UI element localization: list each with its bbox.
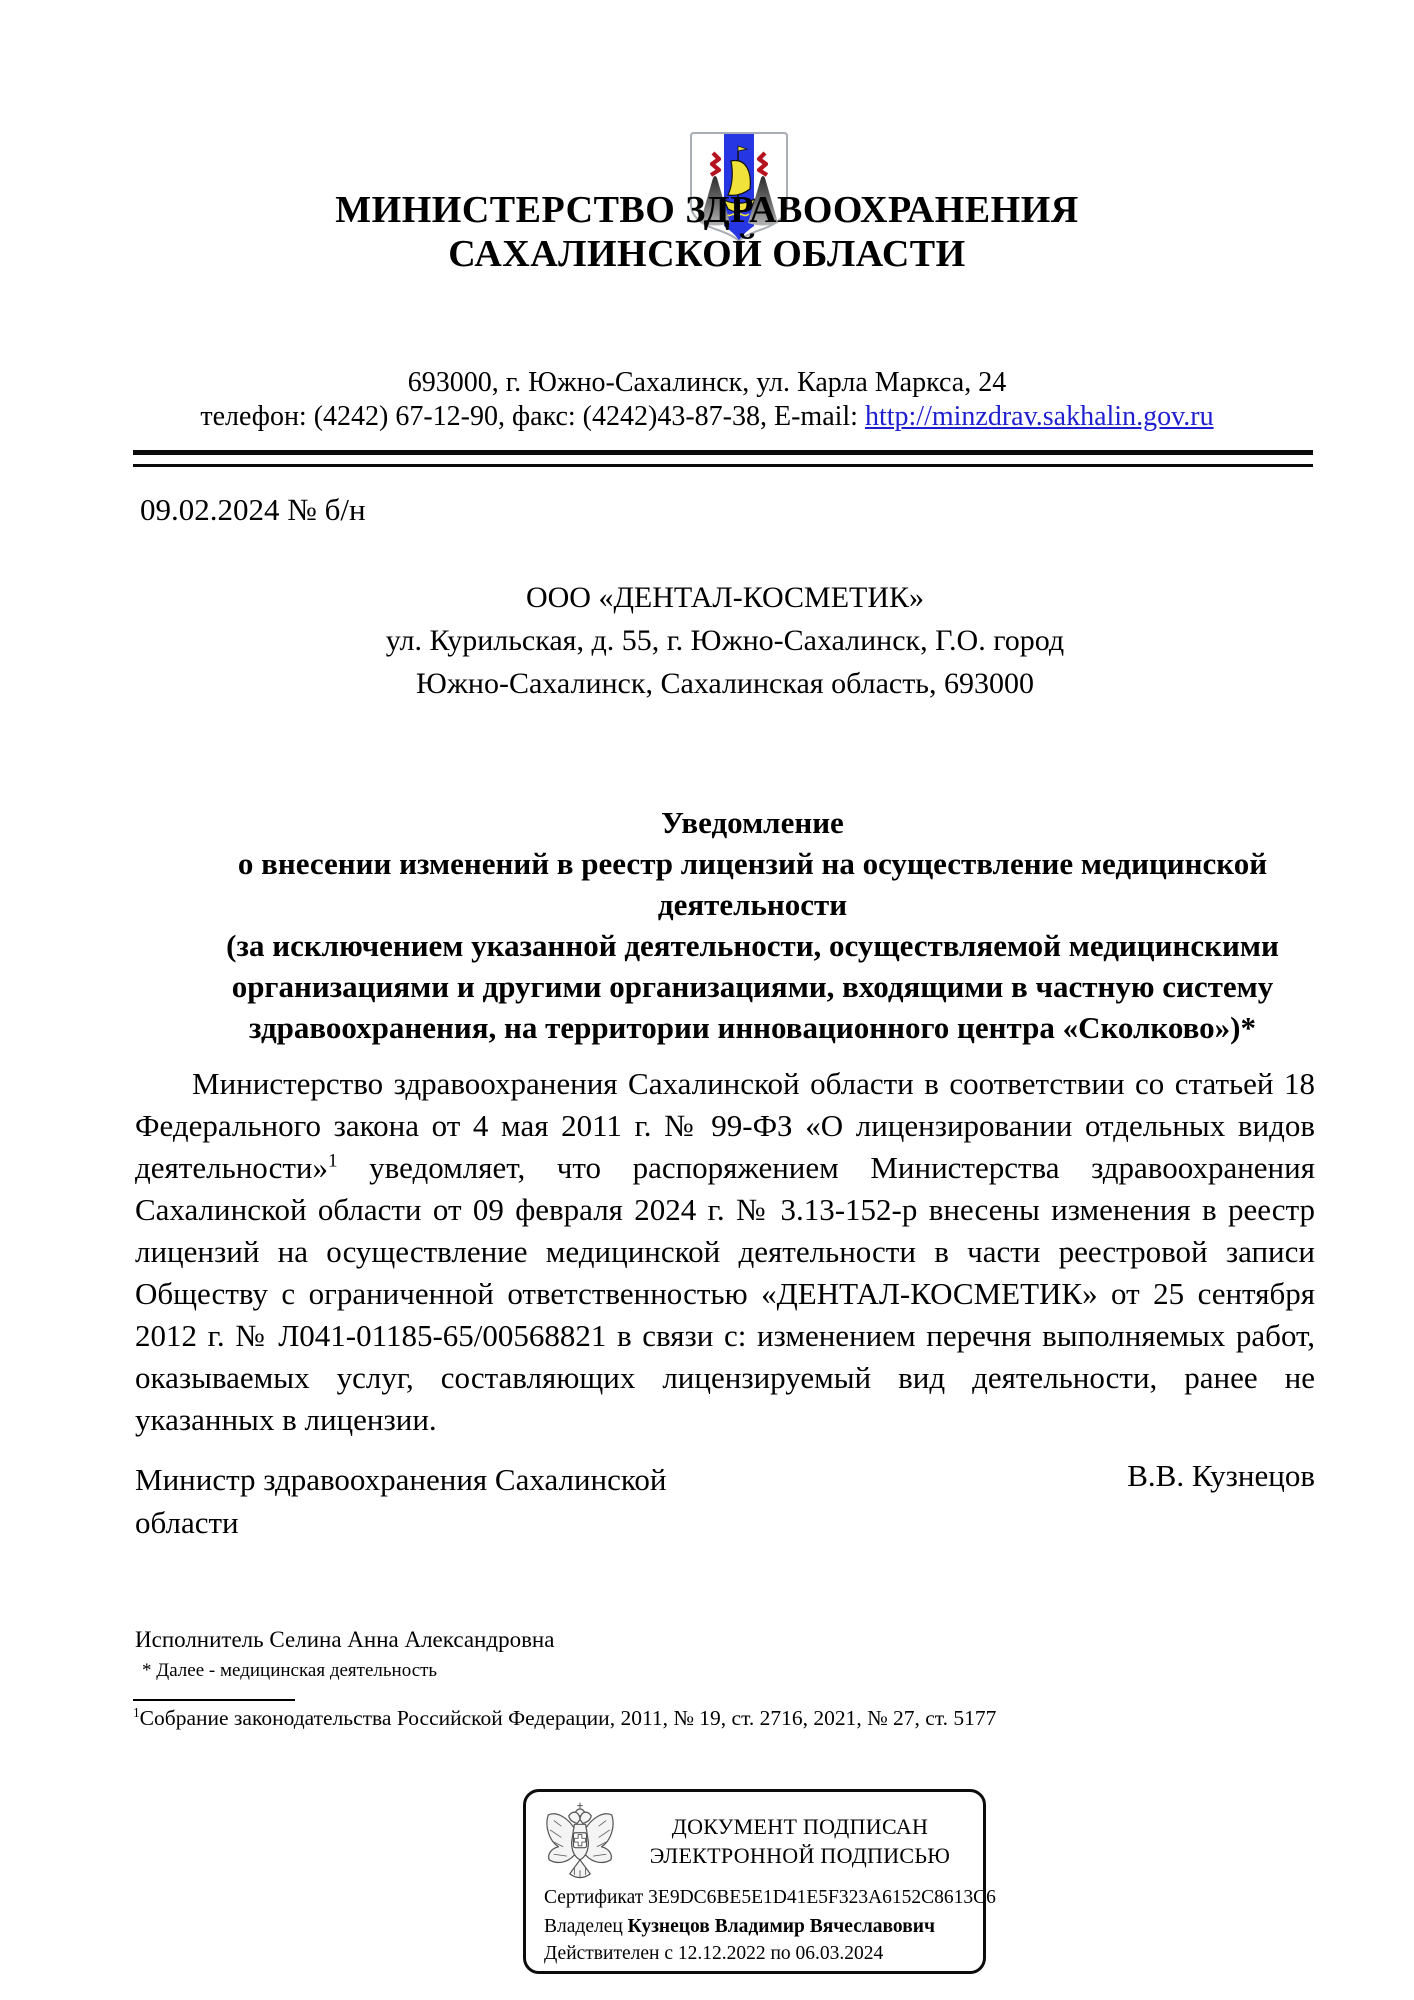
signer-position: [135, 1458, 895, 1544]
recipient-address-line1: ул. Курильская, д. 55, г. Южно-Сахалинск, Г.О. город: [385, 624, 1065, 657]
stamp-title-line1: ДОКУМЕНТ ПОДПИСАН: [671, 1814, 929, 1839]
stamp-validity: Действителен с 12.12.2022 по 06.03.2024: [544, 1943, 884, 1964]
stamp-owner: [544, 1916, 935, 1938]
stamp-title: [626, 1812, 974, 1870]
electronic-signature-stamp: [523, 1789, 996, 1974]
footnote-number: 1: [133, 1704, 140, 1720]
recipient-block: [135, 576, 1315, 705]
body-text-part2: уведомляет, что распоряжением Министерства здравоохранения Сахалинской области от 09 февраля 2024 г. № 3.13-152-р внесены изменения в реестр лицензий на осуществление медицинской деятельности в части реестровой записи Обществу с ограниченной ответственностью «ДЕНТАЛ-КОСМЕТИК» от 25 сентября 2012 г. № Л041-01185-65/00568821 в связи с: изменением перечня выполняемых работ, оказываемых услуг, составляющих лицензируемый вид деятельности, ранее не указанных в лицензии.: [135, 1150, 1315, 1437]
title-line1: Уведомление: [661, 805, 844, 840]
document-title: [135, 802, 1315, 1048]
ministry-address: 693000, г. Южно-Сахалинск, ул. Карла Маркса, 24: [407, 367, 1007, 398]
contacts-text: телефон: (4242) 67-12-90, факс: (4242)43-87-38, E-mail:: [200, 401, 865, 432]
asterisk-note: * Далее - медицинская деятельность: [142, 1660, 438, 1681]
ministry-name: [0, 188, 1414, 276]
ministry-name-line1: МИНИСТЕРСТВО ЗДРАВООХРАНЕНИЯ: [335, 189, 1079, 231]
title-line3: деятельности: [657, 887, 848, 922]
executor-line: Исполнитель Селина Анна Александровна: [135, 1627, 555, 1652]
certificate-label: Сертификат: [544, 1887, 649, 1908]
signer-position-line1: Министр здравоохранения Сахалинской: [135, 1462, 667, 1497]
header-rule-thick: [133, 450, 1313, 455]
certificate-value: 3E9DC6BE5E1D41E5F323A6152C8613C6: [648, 1887, 996, 1908]
owner-label: Владелец: [544, 1916, 628, 1937]
document-date-number: 09.02.2024 № б/н: [140, 492, 366, 527]
recipient-name: ООО «ДЕНТАЛ-КОСМЕТИК»: [525, 581, 925, 614]
ministry-name-line2: САХАЛИНСКОЙ ОБЛАСТИ: [448, 233, 966, 275]
title-line4: (за исключением указанной деятельности, осуществляемой медицинскими: [226, 928, 1279, 963]
title-line2: о внесении изменений в реестр лицензий на осуществление медицинской: [237, 846, 1268, 881]
title-line6: здравоохранения, на территории инновационного центра «Сколково»)*: [249, 1010, 1256, 1045]
stamp-certificate: [544, 1887, 996, 1909]
footnote-rule: [133, 1699, 295, 1701]
body-paragraph: [135, 1063, 1315, 1441]
recipient-address-line2: Южно-Сахалинск, Сахалинская область, 693000: [415, 667, 1034, 700]
header-rule-thin: [133, 464, 1313, 467]
footnote-text: Собрание законодательства Российской Федерации, 2011, № 19, ст. 2716, 2021, № 27, ст. 5177: [139, 1706, 997, 1730]
footnote-line: [133, 1706, 996, 1731]
stamp-title-line2: ЭЛЕКТРОННОЙ ПОДПИСЬЮ: [649, 1843, 951, 1868]
ministry-contacts: [0, 401, 1414, 433]
roszdravnadzor-eagle-emblem-icon: [542, 1800, 618, 1886]
body-text-part1: Министерство здравоохранения Сахалинской области в соответствии со статьей 18 Федерального закона от 4 мая 2011 г. № 99-ФЗ «О лицензировании отдельных видов деятельности»: [135, 1066, 1315, 1185]
signer-position-line2: области: [135, 1505, 239, 1540]
ministry-website-link[interactable]: http://minzdrav.sakhalin.gov.ru: [864, 401, 1214, 432]
owner-value: Кузнецов Владимир Вячеславович: [627, 1916, 935, 1937]
signer-name: В.В. Кузнецов: [1127, 1458, 1315, 1493]
footnote-reference: 1: [327, 1150, 338, 1172]
title-line5: организациями и другими организациями, входящими в частную систему: [231, 969, 1274, 1004]
